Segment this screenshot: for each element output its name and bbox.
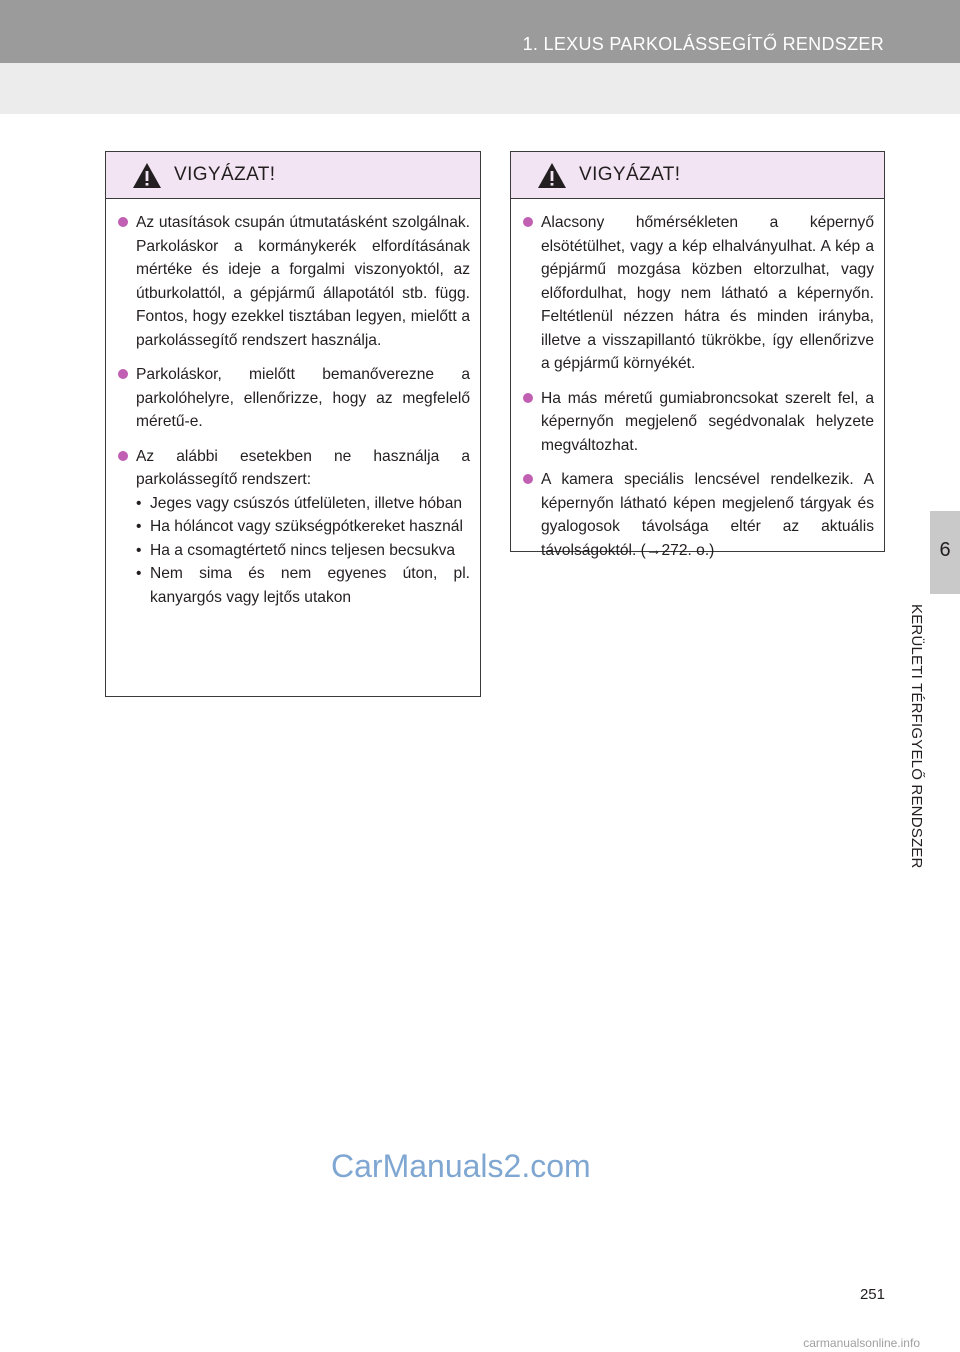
chapter-title: 1. LEXUS PARKOLÁSSEGÍTŐ RENDSZER: [522, 34, 884, 54]
caution-box-left: [105, 151, 481, 697]
caution-body: [511, 199, 884, 562]
caution-subitem: [136, 539, 470, 563]
footer-logo: carmanualsonline.info: [803, 1336, 920, 1350]
caution-subitem: [136, 562, 470, 609]
caution-subitem-text: Jeges vagy csúszós útfelületen, illetve hóban: [150, 494, 463, 512]
caution-item-text: Alacsony hőmérsékleten a képernyő elsötétülhet, vagy a kép elhalványulhat. A kép a gépjármű mozgása közben eltorzulhat, vagy előfordulhat, hogy nem látható a képernyőn. Feltétlenül nézzen hátra és minden irányba, illetve a visszapillantó tükrökbe, így ellenőrizve a gépjármű környékét.: [541, 214, 874, 372]
round-bullet-icon: [523, 217, 533, 227]
page-number: 251: [859, 1286, 885, 1303]
caution-item-text: Az utasítások csupán útmutatásként szolgálnak. Parkoláskor a kormánykerék elfordításának mértéke és ideje a forgalmi viszonyoktól, az útburkolattól, a gépjármű állapotától stb. függ. Fontos, hogy ezekkel tisztában legyen, mielőtt a parkolássegítő rendszert használja.: [136, 214, 470, 349]
header-bar: [0, 0, 960, 63]
watermark: CarManuals2.com: [331, 1148, 591, 1184]
caution-header: [511, 152, 884, 199]
small-dot-icon: •: [136, 565, 142, 582]
section-label-text: KERÜLETI TÉRFIGYELŐ RENDSZER: [908, 604, 925, 869]
caution-box-right: [510, 151, 885, 559]
warning-triangle-icon: [537, 162, 567, 189]
caution-item: [118, 445, 470, 610]
caution-item: [118, 363, 470, 434]
warning-triangle-icon: [132, 162, 162, 189]
round-bullet-icon: [523, 474, 533, 484]
caution-header: [106, 152, 480, 199]
caution-subitem: [136, 492, 470, 516]
small-dot-icon: •: [136, 541, 142, 559]
caution-subitem-text: Ha a csomagtértető nincs teljesen becsukva: [150, 541, 456, 559]
caution-item: [118, 211, 470, 352]
round-bullet-icon: [118, 369, 128, 379]
caution-subitem-text: Nem sima és nem egyenes úton, pl. kanyargós vagy lejtős utakon: [150, 565, 470, 606]
small-dot-icon: •: [136, 518, 142, 535]
section-tab: [930, 511, 960, 594]
section-label: [899, 604, 939, 904]
round-bullet-icon: [118, 451, 128, 461]
caution-title: VIGYÁZAT!: [174, 164, 276, 185]
caution-title: VIGYÁZAT!: [579, 164, 681, 185]
caution-item-text: Az alábbi esetekben ne használja a parkolássegítő rendszert:: [136, 447, 470, 488]
caution-item-text: Ha más méretű gumiabroncsokat szerelt fel, a képernyőn megjelenő segédvonalak helyzete megváltozhat.: [541, 389, 874, 454]
caution-body: [106, 199, 480, 609]
caution-item-text: Parkoláskor, mielőtt bemanőverezne a parkolóhelyre, ellenőrizze, hogy az megfelelő méretű-e.: [136, 366, 470, 430]
round-bullet-icon: [118, 217, 128, 227]
caution-subitem: [136, 515, 470, 539]
header-band: [0, 63, 960, 114]
caution-subitem-text: Ha hóláncot vagy szükségpótkereket használ: [150, 518, 463, 535]
caution-item: [523, 211, 874, 376]
caution-item: [523, 387, 874, 458]
section-tab-number: 6: [939, 539, 951, 561]
small-dot-icon: •: [136, 494, 142, 512]
caution-item-text: A kamera speciális lencsével rendelkezik. A képernyőn látható képen megjelenő tárgyak és gyalogosok távolsága eltér az aktuális távolságoktól. (→272. o.): [541, 471, 874, 559]
caution-item: [523, 468, 874, 562]
round-bullet-icon: [523, 393, 533, 403]
